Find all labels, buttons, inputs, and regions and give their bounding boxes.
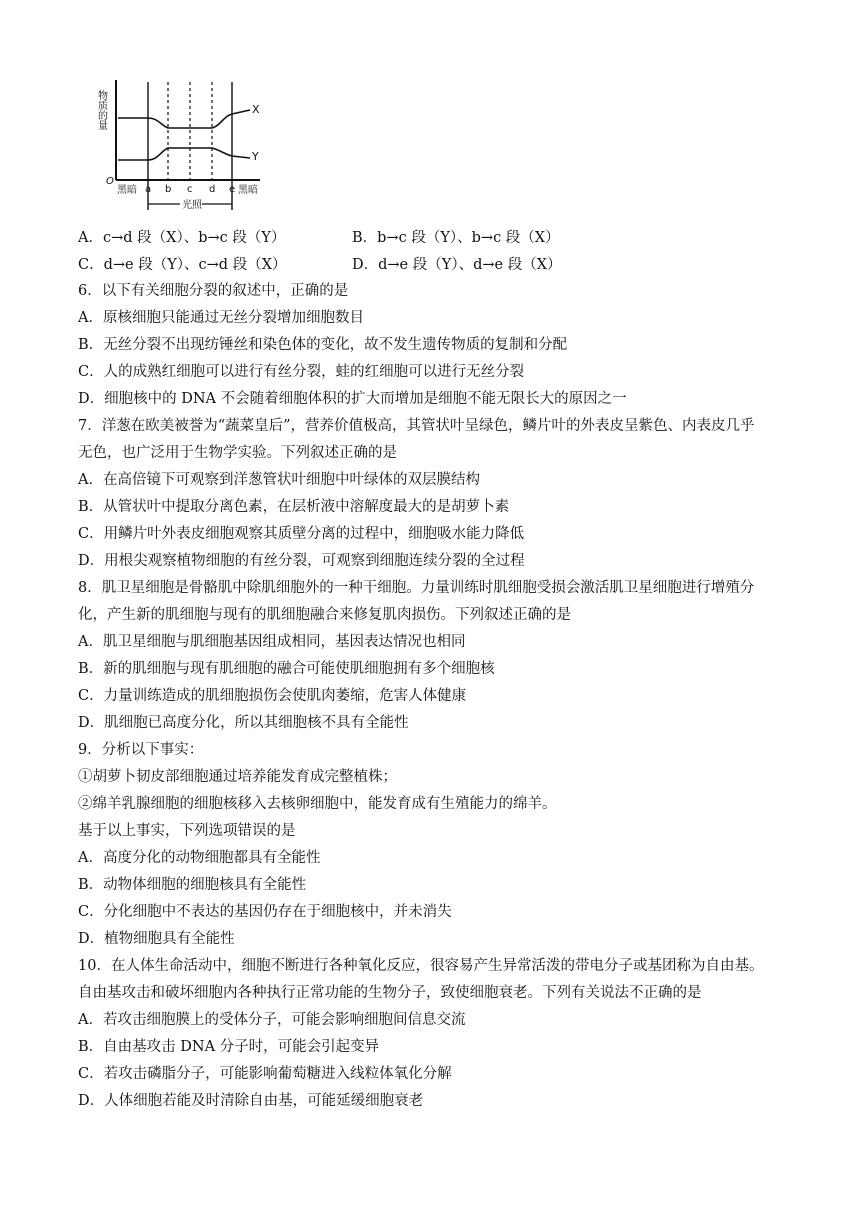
q7-option-b: B．从管状叶中提取分离色素，在层析液中溶解度最大的是胡萝卜素 bbox=[78, 499, 510, 515]
q9-option-b: B．动物体细胞的细胞核具有全能性 bbox=[78, 877, 307, 893]
curve-diagram bbox=[95, 76, 280, 214]
q9-fact-1: ①胡萝卜韧皮部细胞通过培养能发育成完整植株； bbox=[78, 769, 397, 785]
q6-option-d: D．细胞核中的 DNA 不会随着细胞体积的扩大而增加是细胞不能无限长大的原因之一 bbox=[78, 391, 627, 407]
q7-stem-line1: 7．洋葱在欧美被誉为“蔬菜皇后”，营养价值极高，其管状叶呈绿色，鳞片叶的外表皮呈紫色、内表皮几乎 bbox=[78, 418, 755, 434]
q10-option-a: A．若攻击细胞膜上的受体分子，可能会影响细胞间信息交流 bbox=[78, 1012, 466, 1028]
q5-option-d: D．d→e 段（Y）、d→e 段（X） bbox=[352, 257, 562, 273]
curve-x-label: X bbox=[252, 103, 260, 116]
q9-option-d: D．植物细胞具有全能性 bbox=[78, 931, 235, 947]
tick-e: e bbox=[229, 184, 236, 195]
q8-option-c: C．力量训练造成的肌细胞损伤会使肌肉萎缩，危害人体健康 bbox=[78, 688, 467, 704]
q10-stem-line2: 自由基攻击和破坏细胞内各种执行正常功能的生物分子，致使细胞衰老。下列有关说法不正确的是 bbox=[78, 985, 702, 1001]
q9-stem: 9．分析以下事实： bbox=[78, 742, 204, 758]
q10-option-c: C．若攻击磷脂分子，可能影响葡萄糖进入线粒体氧化分解 bbox=[78, 1066, 452, 1082]
q5-option-a: A．c→d 段（X）、b→c 段（Y） bbox=[78, 230, 286, 246]
q10-option-b: B．自由基攻击 DNA 分子时，可能会引起变异 bbox=[78, 1039, 380, 1055]
light-dark-curve-figure bbox=[95, 76, 280, 214]
q7-option-d: D．用根尖观察植物细胞的有丝分裂，可观察到细胞连续分裂的全过程 bbox=[78, 553, 525, 569]
tick-c: c bbox=[187, 184, 193, 195]
q8-stem-line1: 8．肌卫星细胞是骨骼肌中除肌细胞外的一种干细胞。力量训练时肌细胞受损会激活肌卫星细胞进行增殖分 bbox=[78, 580, 755, 596]
q6-stem: 6．以下有关细胞分裂的叙述中，正确的是 bbox=[78, 283, 349, 299]
q7-stem-line2: 无色，也广泛用于生物学实验。下列叙述正确的是 bbox=[78, 445, 397, 461]
y-axis-label: 物质的量 bbox=[95, 90, 107, 130]
curve-y-label: Y bbox=[252, 150, 259, 163]
q8-option-d: D．肌细胞已高度分化，所以其细胞核不具有全能性 bbox=[78, 715, 409, 731]
q7-option-c: C．用鳞片叶外表皮细胞观察其质壁分离的过程中，细胞吸水能力降低 bbox=[78, 526, 525, 542]
tick-a: a bbox=[145, 184, 152, 195]
bracket-label: 光照 bbox=[182, 200, 202, 211]
q5-option-b: B．b→c 段（Y）、b→c 段（X） bbox=[352, 230, 560, 246]
q6-option-b: B．无丝分裂不出现纺锤丝和染色体的变化，故不发生遗传物质的复制和分配 bbox=[78, 337, 568, 353]
q10-option-d: D．人体细胞若能及时清除自由基，可能延缓细胞衰老 bbox=[78, 1093, 424, 1109]
q8-option-b: B．新的肌细胞与现有肌细胞的融合可能使肌细胞拥有多个细胞核 bbox=[78, 661, 495, 677]
q8-stem-line2: 化，产生新的肌细胞与现有的肌细胞融合来修复肌肉损伤。下列叙述正确的是 bbox=[78, 607, 571, 623]
tick-dark-right: 黑暗 bbox=[238, 185, 258, 196]
q6-option-a: A．原核细胞只能通过无丝分裂增加细胞数目 bbox=[78, 310, 364, 326]
q10-stem-line1: 10．在人体生命活动中，细胞不断进行各种氧化反应，很容易产生异常活泼的带电分子或基团称为自由基。 bbox=[78, 958, 764, 974]
curve-x bbox=[118, 110, 250, 128]
q9-prompt: 基于以上事实，下列选项错误的是 bbox=[78, 823, 296, 839]
q9-option-c: C．分化细胞中不表达的基因仍存在于细胞核中，并未消失 bbox=[78, 904, 452, 920]
tick-b: b bbox=[165, 184, 172, 195]
origin-label: O bbox=[106, 176, 114, 187]
q9-option-a: A．高度分化的动物细胞都具有全能性 bbox=[78, 850, 321, 866]
tick-dark-left: 黑暗 bbox=[117, 185, 137, 196]
q7-option-a: A．在高倍镜下可观察到洋葱管状叶细胞中叶绿体的双层膜结构 bbox=[78, 472, 480, 488]
q8-option-a: A．肌卫星细胞与肌细胞基因组成相同，基因表达情况也相同 bbox=[78, 634, 466, 650]
tick-d: d bbox=[209, 184, 216, 195]
curve-y bbox=[118, 148, 250, 160]
q6-option-c: C．人的成熟红细胞可以进行有丝分裂，蛙的红细胞可以进行无丝分裂 bbox=[78, 364, 525, 380]
q9-fact-2: ②绵羊乳腺细胞的细胞核移入去核卵细胞中，能发育成有生殖能力的绵羊。 bbox=[78, 796, 557, 812]
q5-option-c: C．d→e 段（Y）、c→d 段（X） bbox=[78, 257, 287, 273]
